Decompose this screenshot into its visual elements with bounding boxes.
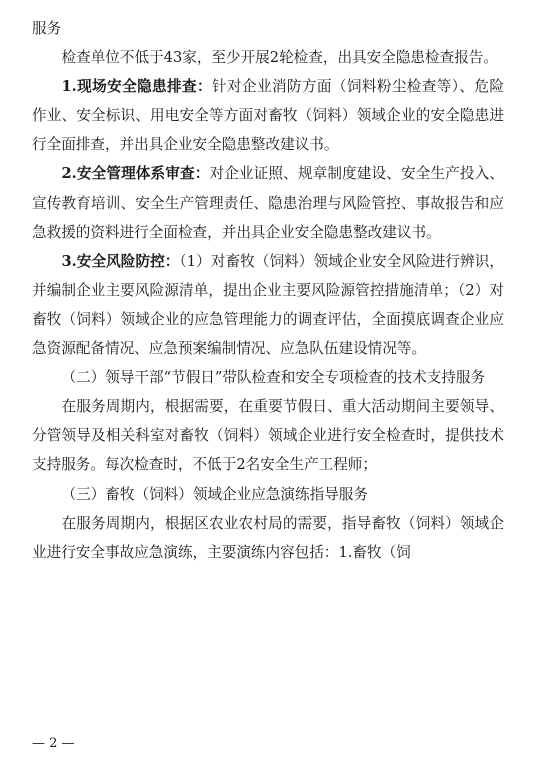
- section-heading-text: （二）领导干部“节假日”带队检查和安全专项检查的技术支持服务: [61, 369, 486, 387]
- paragraph-text: 针对企业消防方面（饲料粉尘检查等）、危险作业、安全标识、用电安全等方面对畜牧（饲料）领域企业的安全隐患进行全面排查，并出具企业安全隐患整改建议书。: [32, 78, 504, 154]
- paragraph-site-hazard-check: [32, 72, 504, 159]
- paragraph-text: 在服务周期内，根据区农业农村局的需要，指导畜牧（饲料）领域企业进行安全事故应急演练，主要演练内容包括：1.畜牧（饲: [32, 514, 504, 561]
- paragraph-continuation: [32, 14, 504, 43]
- paragraph-management-review: [32, 159, 504, 246]
- paragraph-heading: 2.安全管理体系审查：: [61, 165, 210, 183]
- paragraph-heading: 1.现场安全隐患排查：: [61, 78, 212, 96]
- paragraph-risk-control: [32, 247, 504, 363]
- paragraph-text: 对企业证照、规章制度建设、安全生产投入、宣传教育培训、安全生产管理责任、隐患治理与风险管控、事故报告和应急救援的资料进行全面检查，并出具企业安全隐患整改建议书。: [32, 165, 504, 241]
- section-heading-holiday-inspection: [32, 363, 504, 392]
- paragraph-inspection-count: [32, 43, 504, 72]
- paragraph-holiday-inspection: [32, 392, 504, 479]
- paragraph-text: （1）对畜牧（饲料）领域企业安全风险进行辨识，并编制企业主要风险源清单，提出企业主要风险源管控措施清单；（2）对畜牧（饲料）领域企业的应急管理能力的调查评估，全面摸底调查企业应急资源配备情况、应急预案编制情况、应急队伍建设情况等。: [32, 252, 504, 358]
- page-number: — 2 —: [32, 736, 75, 751]
- paragraph-text: 在服务周期内，根据需要，在重要节假日、重大活动期间主要领导、分管领导及相关科室对畜牧（饲料）领域企业进行安全检查时，提供技术支持服务。每次检查时，不低于2名安全生产工程师；: [32, 398, 504, 474]
- paragraph-text: 检查单位不低于43家，至少开展2轮检查，出具安全隐患检查报告。: [61, 49, 498, 67]
- section-heading-emergency-drill: [32, 480, 504, 509]
- section-heading-text: （三）畜牧（饲料）领域企业应急演练指导服务: [61, 485, 368, 503]
- paragraph-emergency-drill: [32, 509, 504, 567]
- paragraph-text: 服务: [32, 20, 62, 37]
- document-body: [32, 14, 504, 567]
- paragraph-heading: 3.安全风险防控：: [61, 252, 180, 270]
